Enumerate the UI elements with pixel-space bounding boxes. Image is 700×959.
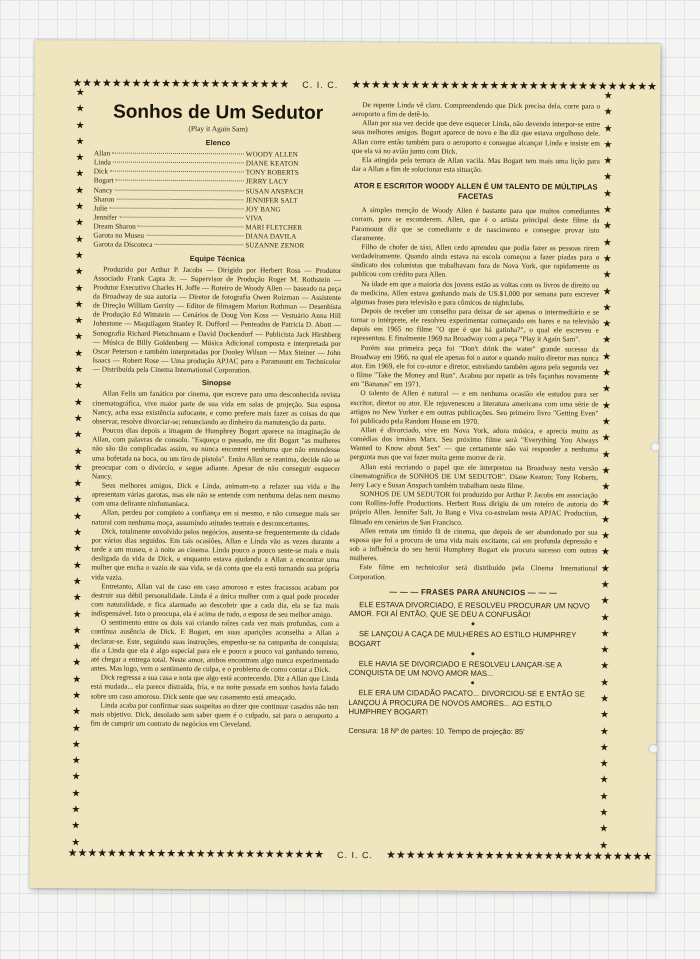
cast-actor: JENNIFER SALT xyxy=(245,196,298,205)
cast-actor: MARI FLETCHER xyxy=(245,223,303,232)
cast-role: Linda xyxy=(93,157,111,167)
ad-phrase: ELE ERA UM CIDADÃO PACATO... DIVORCIOU-SE E ENTÃO SE LANÇOU À PROCURA DE NOVOS AMORES... AO ESTILO HUMPHREY BOGART! xyxy=(348,688,585,717)
bullet-separator: ● xyxy=(470,620,476,629)
sinopse-paragraph: Poucos dias depois a imagem de Humphrey Bogart aparece na imaginação de Allan, com palavras de consolo. "Esqueça o passado, me diz Bogart "as mulheres não são tão complicadas assim, eu nunca encontrei nenhuma que não entendesse uma bofetada na boca, ou um tiro de pistola". Então Allan se reanima, decide não se preocupar com o divórcio, e segue adiante. Apesar de não conseguir esquecer Nancy. xyxy=(91,425,341,481)
cast-role: Bogart xyxy=(93,175,114,186)
star-run-left: ★★★★★★★★★★★★★★★★★★★★★★★★★★ xyxy=(67,847,325,861)
sinopse-paragraph: Seus melhores amigos, Dick e Linda, animam-no a refazer sua vida e lhe apresentam várias garotas, mas ele não se entende com nenhuma delas nem mesmo com uma delirante ninfomaníaca. xyxy=(91,480,340,509)
star-run-left: ★★★★★★★★★★★★★★★★★★★★★★ xyxy=(72,77,290,91)
cast-actor: SUZANNE ZENOR xyxy=(245,241,305,251)
sinopse-paragraph: Allan Felix um fanático por cinema, que escreve para uma desconhecida revista cinematográfica, vive maior parte de sua vida em salas de projeção. Sua esposa Nancy, acha essa existência sufocante, e como prefere mais fazer as coisas do que observar, resolve divorciar-se; renunciando ao dinheiro da manutenção da parte. xyxy=(92,388,341,427)
cast-role: Garota da Discoteca xyxy=(93,239,153,250)
sinopse-paragraph: Entretanto, Allan vai de caso em caso amoroso e estes fracassos acabam por destruir sua débil personalidade. Linda é a única mulher com a qual pode proceder com naturalidade, e fica alarmado ao descobrir que a cada dia, ela se faz mais indispensável. Isto o preocupa, ela é acima de tudo, a esposa de seu melhor amigo. xyxy=(91,581,340,620)
cast-actor: TONY ROBERTS xyxy=(245,168,299,177)
bio-paragraph: Allen retrata um tímido fã de cinema, que depois de ser abandonado por sua esposa que foi a procura de uma vida mais excitante, cai em profunda depressão e sob a influência do seu herói Humphrey Bogart ele procura sucesso com outras mulheres. xyxy=(349,525,598,563)
left-column xyxy=(90,98,342,729)
elenco-heading: Elenco xyxy=(205,138,231,148)
bio-paragraph: SONHOS DE UM SEDUTOR foi produzido por Arthur P. Jacobs em associação com Rollins-Joffe Productions. Herbert Ross dirigiu de um roteiro de autoria do próprio Allen. Jennifer Salt, Jo Bang e Viva co-estrelam nesta APJAC Production, filmado em cenários de San Francisco. xyxy=(349,489,598,527)
sinopse-continued: Ela atingida pela ternura de Allan vacila. Mas Bogart tem mais uma lição para dar a Allan a fim de solucionar esta situação. xyxy=(351,155,600,174)
top-star-border xyxy=(72,76,658,93)
cast-role: Dream Sharon xyxy=(93,221,136,231)
bio-paragraph: O talento de Allen é natural — e em nenhuma ocasião ele estudou para ser escritor, diretor ou ator. Ele rejuvenesceu a literatura americana com uma série de artigos no New Yorker e em outras publicações. Seu primeiro livro "Getting Even" foi publicado pela Random House em 1970. xyxy=(350,388,599,426)
right-star-border: ★ ★ ★ ★ ★ ★ ★ ★ ★ ★ ★ ★ ★ ★ ★ ★ ★ ★ ★ ★ ★ ★ ★ ★ ★ ★ ★ ★ ★ ★ ★ ★ ★ ★ ★ ★ ★ ★ ★ ★ ★ ★ ★ ★ ★ ★ ★ xyxy=(599,90,613,852)
sinopse-paragraph: Allan, perdeu por completo a confiança em si mesmo, e não consegue mais ser natural com nenhuma moça, assumindo atitudes teatrais e desconcertantes. xyxy=(91,507,340,528)
ad-phrase: ELE HAVIA SE DIVORCIADO E RESOLVEU LANÇAR-SE A CONQUISTA DE UM NOVO AMOR MAS... xyxy=(348,658,562,679)
cast-actor: VIVA xyxy=(245,214,263,223)
sinopse-continued: Allan por sua vez decide que deve esquecer Linda, não devendo interpor-se entre seus melhores amigos. Bogart aparece de novo e lhe diz que estava orgulhoso dele. Allan corre então também para o aeroporto e consegue alcançar Linda e insiste em que ela vá no avião junto com Dick. xyxy=(351,118,601,156)
cast-row xyxy=(93,240,341,251)
equipe-heading: Equipe Técnica xyxy=(189,253,245,263)
star-run-right: ★★★★★★★★★★★★★★★★★★★★★★★★★★★★★★★ xyxy=(351,79,658,93)
cast-role: Julie xyxy=(93,203,108,213)
cic-mark-bottom: C. I. C. xyxy=(336,849,374,861)
bio-paragraph: Filho de chofer de táxi, Allen cedo aprendeu que podia fazer as pessoas rirem verdadeiramente. Quando ainda estava na escola começou a fazer piadas para o sindicato dos colunistas que trabalhavam fora de Nova York, que rapidamente os publicou com crédito para Allen. xyxy=(351,241,600,279)
cast-role: Sharon xyxy=(93,194,115,204)
cast-actor: JOY BANG xyxy=(245,205,281,214)
cast-actor: JERRY LACY xyxy=(245,177,289,187)
equipe-text: Produzido por Arthur P. Jacobs — Dirigido por Herbert Ross — Produtor Associado Frank Capra Jr. — Supervisor de Produção Roger M. Rothstein — Produtor Executivo Charles H. Joffe — Roteiro de Woody Allen — baseado na peça da Broadway de sua autoria — Diretor de fotografia Owen Roizman — Assistente de Direção William Gerrity — Editor de filmagem Marion Rothman — Desenhista de Produção Ed Wittstein — Cenários de Doug Von Koss — Vestuário Anna Hill Johnstone — Maquilagem Stanley R. Dufford — Penteados de Patricia D. Abott — Sonografia Richard Pietschmann e David Dockendorf — Publicista Jack Hirshberg — Música de Billy Goldenberg — Música Adicional composta e interpretada por Oscar Peterson e também interpretadas por Dooley Wilson — Max Steiner — John Isaacs — Robert Rose — Uma produção APJAC para a Paramount em Technicolor — Distribuída pela Cinema International Corporation. xyxy=(92,264,342,375)
cast-actor: DIANE KEATON xyxy=(245,159,299,168)
bio-paragraph: A simples menção de Woody Allen é bastante para que muitos comediantes corram, para se esconderem. Allen, que é o artista principal deste filme da Paramount diz que se comediante e de nascimento e consegue provar isto claramente. xyxy=(351,205,600,242)
cic-mark-top-left: C. I. C. xyxy=(302,79,339,90)
bio-paragraph: Depois de receber um conselho para deixar de ser apenas o intermediário e se tornar o intérprete, ele resolveu experimentar começando em bares e na televisão depois em 1965 no filme "O que é que há gatinha?", o qual ele escreveu e representou. E finalmente 1969 na Broadway com a peça "Play it Again Sam". xyxy=(350,306,599,344)
sinopse-paragraph: Dick, totalmente envolvido pelos negócios, ausenta-se frequentemente da cidade por vários dias seguidos. Em tais ocasiões, Allan e Linda vão as vezes durante a tarde a um museu, e à noite ao cinema. Linda pouco a pouco sente-se mais e mais desligada da vida de Dick, e enquanto estava ajudando a Allan a encontrar uma mulher que encha o vazio de sua vida, se dá conta que ela está tornando sua própria vida vazia. xyxy=(91,526,340,582)
bio-paragraph: Na idade em que a maioria dos jovens estão as voltas com os livros de direito ou de medicina, Allen estava ganhando mais de US.$1,000 por semana para escrever algumas frases para televisão e para cômicos de nightclubs. xyxy=(350,278,600,307)
bio-paragraph: Este filme em technicolor será distribuído pela Cinema International Corporation. xyxy=(349,562,598,581)
frases-heading: — — — FRASES PARA ANUNCIOS — — — xyxy=(389,586,558,597)
star-run-right: ★★★★★★★★★★★★★★★★★★★★★★★★★★★ xyxy=(386,849,653,863)
cast-actor: DIANA DAVILA xyxy=(245,232,297,241)
ad-phrase: SE LANÇOU A CAÇA DE MULHERES AO ESTILO HUMPHREY BOGART xyxy=(348,629,577,648)
cast-role: Jennifer xyxy=(93,212,118,222)
film-title: Sonhos de Um Sedutor xyxy=(113,101,324,124)
sinopse-paragraph: Dick regressa a sua casa e nota que algo está acontecendo. Diz a Allan que Linda está mudada... ela parece distraída, fria, e na noite passada em sonhos havia falado sobre um caso amoroso. Dick sente que seu casamento está ameaçado. xyxy=(90,672,339,702)
cast-list xyxy=(93,148,342,250)
sinopse-paragraph: Linda acaba por confirmar suas suspeitas ao dizer que continuar casados não tem mais objetivo. Dick, desolado sem saber quem é o culpado, sai para o aeroporto a fim de cumprir um contrato de negócios em Cleveland. xyxy=(90,700,339,729)
bio-paragraph: Allan está recriando o papel que ele interpretou na Broadway nesta versão cinematográfica de SONHOS DE UM SEDUTOR". Diane Keaton; Tony Roberts, Jerry Lacy e Susan Anspach também trabalham neste filme. xyxy=(349,461,599,491)
cast-role: Garota no Museu xyxy=(93,230,145,241)
bullet-separator: ● xyxy=(470,679,475,688)
film-original-title: (Play it Again Sam) xyxy=(188,124,248,134)
punch-hole xyxy=(648,744,658,754)
cast-actor: SUSAN ANSPACH xyxy=(245,186,304,196)
ad-phrase: ELE ESTAVA DIVORCIADO, E RESOLVEU PROCURAR UM NOVO AMOR. FOI AÍ ENTÃO, QUE SE DEU A CONFUSÃO! xyxy=(349,599,590,620)
sinopse-paragraph: O sentimento entre os dois vai criando raízes cada vez mais profundas, com a contínua ausência de Dick. E Bogart, em suas aparições aconselha a Allan a declarar-se. Este, seguindo suas instruções, empenha-se na campanha de conquista; dia a Linda que ela é algo especial para ele e pouco a pouco vai ganhando terreno, até chegar a entrega total. Neste amor, ambos encontram algo nunca experimentado antes. Mas logo, vem o sentimento de culpa, e o problema de como contar a Dick. xyxy=(90,617,340,675)
left-star-border: ★ ★ ★ ★ ★ ★ ★ ★ ★ ★ ★ ★ ★ ★ ★ ★ ★ ★ ★ ★ ★ ★ ★ ★ ★ ★ ★ ★ ★ ★ ★ ★ ★ ★ ★ ★ ★ ★ ★ ★ ★ ★ ★ ★ ★ ★ ★ xyxy=(71,87,85,849)
censorship-info: Censura: 18 Nº de partes: 10. Tempo de projeção: 85' xyxy=(348,726,525,737)
bio-heading: ATOR E ESCRITOR WOODY ALLEN É UM TALENTO DE MÚLTIPLAS FACETAS xyxy=(353,181,598,201)
cast-role: Dick xyxy=(93,166,109,176)
cast-actor: WOODY ALLEN xyxy=(245,150,298,159)
bio-paragraph: Allan é divorciado, vive em Nova York, adora música, e aprecia muito as comédias dos irmãos Marx. Seu próximo filme será "Everything You Always Wanted to Know about Sex" — que certamente não vai responder a nenhuma pergunta mas que vai fazer muita gente morrer de rir. xyxy=(350,425,599,463)
cast-role: Nancy xyxy=(93,185,113,195)
punch-hole xyxy=(650,442,660,452)
press-sheet xyxy=(29,40,660,892)
bottom-star-border xyxy=(67,846,653,863)
right-column xyxy=(348,100,600,738)
sinopse-heading: Sinopse xyxy=(201,378,232,388)
bullet-separator: ● xyxy=(470,649,475,658)
cast-role: Allan xyxy=(93,148,111,158)
sinopse-continued: De repente Linda vê claro. Compreendendo que Dick precisa dela, corre para o aeroporto a fim de detê-lo. xyxy=(352,100,601,119)
bio-paragraph: Porém sua primeira peça foi "Don't drink the water" grande sucesso da Broadway em 1966, na qual ele apenas foi o autor e quando muito diretor mas nunca ator. Em 1969, ele foi co-autor e diretor, estrelando também agora pela segunda vez o filme "Take the Money and Run". Acabou por repetir as três façanhas novamente em "Bananas" em 1971. xyxy=(350,342,599,389)
